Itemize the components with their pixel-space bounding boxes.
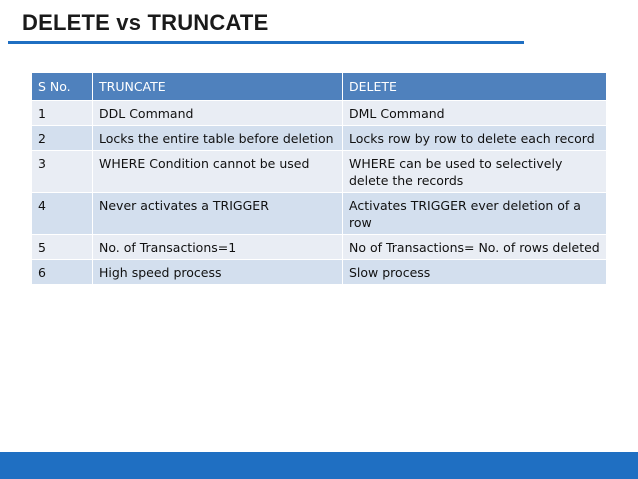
slide-title: DELETE vs TRUNCATE bbox=[22, 10, 269, 35]
table-row bbox=[32, 193, 606, 235]
cell-sno: 2 bbox=[32, 126, 92, 151]
cell-truncate: High speed process bbox=[92, 260, 342, 285]
comparison-table bbox=[32, 73, 606, 285]
table-row bbox=[32, 235, 606, 260]
cell-delete: DML Command bbox=[342, 101, 606, 126]
table-row bbox=[32, 260, 606, 285]
cell-delete: WHERE can be used to selectively delete the records bbox=[342, 151, 606, 193]
cell-delete: No of Transactions= No. of rows deleted bbox=[342, 235, 606, 260]
cell-sno: 4 bbox=[32, 193, 92, 235]
cell-delete: Activates TRIGGER ever deletion of a row bbox=[342, 193, 606, 235]
cell-truncate: No. of Transactions=1 bbox=[92, 235, 342, 260]
header-delete: DELETE bbox=[342, 73, 606, 101]
table-header-row bbox=[32, 73, 606, 101]
footer-bar bbox=[0, 452, 638, 479]
cell-truncate: Never activates a TRIGGER bbox=[92, 193, 342, 235]
header-sno: S No. bbox=[32, 73, 92, 101]
cell-delete: Slow process bbox=[342, 260, 606, 285]
table-row bbox=[32, 101, 606, 126]
table-row bbox=[32, 126, 606, 151]
header-truncate: TRUNCATE bbox=[92, 73, 342, 101]
cell-sno: 1 bbox=[32, 101, 92, 126]
cell-sno: 5 bbox=[32, 235, 92, 260]
cell-truncate: WHERE Condition cannot be used bbox=[92, 151, 342, 193]
table-row bbox=[32, 151, 606, 193]
title-underline bbox=[8, 41, 524, 44]
cell-sno: 3 bbox=[32, 151, 92, 193]
cell-delete: Locks row by row to delete each record bbox=[342, 126, 606, 151]
cell-truncate: Locks the entire table before deletion bbox=[92, 126, 342, 151]
cell-truncate: DDL Command bbox=[92, 101, 342, 126]
cell-sno: 6 bbox=[32, 260, 92, 285]
